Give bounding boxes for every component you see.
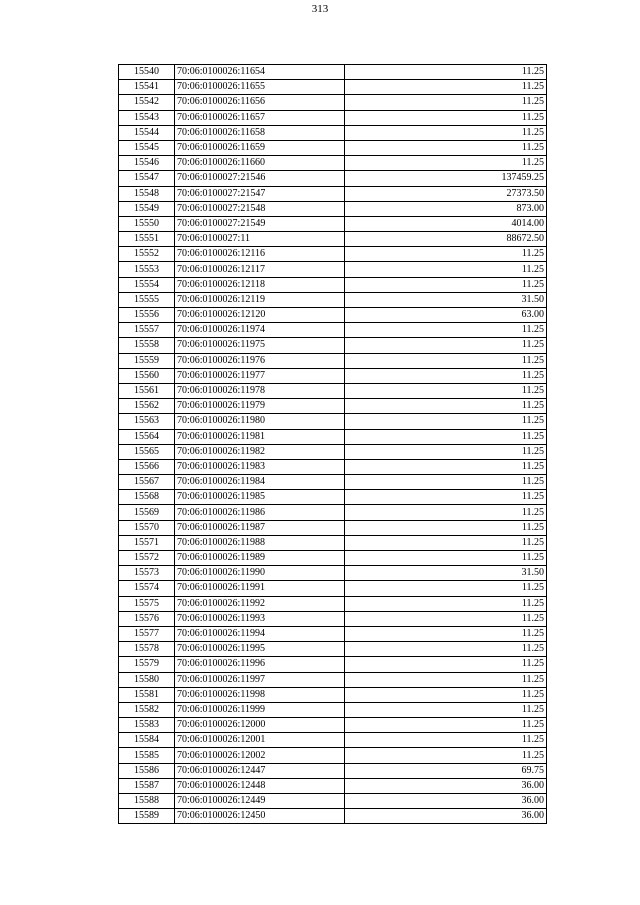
cadastral-number: 70:06:0100026:11655 (175, 80, 345, 95)
table-row (119, 444, 547, 459)
cadastral-number: 70:06:0100026:11657 (175, 110, 345, 125)
cadastral-number: 70:06:0100026:12449 (175, 794, 345, 809)
row-number: 15577 (119, 626, 175, 641)
row-number: 15564 (119, 429, 175, 444)
cadastral-number: 70:06:0100026:12000 (175, 718, 345, 733)
row-value: 11.25 (345, 125, 547, 140)
table-row (119, 368, 547, 383)
cadastral-number: 70:06:0100026:11656 (175, 95, 345, 110)
row-number: 15540 (119, 65, 175, 80)
table-row (119, 475, 547, 490)
row-value: 36.00 (345, 778, 547, 793)
cadastral-number: 70:06:0100026:12450 (175, 809, 345, 824)
row-number: 15548 (119, 186, 175, 201)
row-value: 11.25 (345, 520, 547, 535)
table-row (119, 277, 547, 292)
cadastral-number: 70:06:0100027:21547 (175, 186, 345, 201)
row-value: 11.25 (345, 95, 547, 110)
cadastral-number: 70:06:0100026:12116 (175, 247, 345, 262)
table-row (119, 718, 547, 733)
row-value: 31.50 (345, 566, 547, 581)
row-value: 11.25 (345, 323, 547, 338)
table-row (119, 657, 547, 672)
table-row (119, 794, 547, 809)
table-row (119, 353, 547, 368)
table-row (119, 611, 547, 626)
row-value: 11.25 (345, 672, 547, 687)
cadastral-number: 70:06:0100026:11974 (175, 323, 345, 338)
row-number: 15589 (119, 809, 175, 824)
page-number: 313 (311, 3, 329, 15)
table-row (119, 186, 547, 201)
table-row (119, 429, 547, 444)
row-value: 11.25 (345, 642, 547, 657)
table-row (119, 292, 547, 307)
row-number: 15562 (119, 399, 175, 414)
row-value: 27373.50 (345, 186, 547, 201)
row-number: 15568 (119, 490, 175, 505)
cadastral-number: 70:06:0100026:11990 (175, 566, 345, 581)
cadastral-number: 70:06:0100026:12118 (175, 277, 345, 292)
row-number: 15543 (119, 110, 175, 125)
row-number: 15555 (119, 292, 175, 307)
row-number: 15565 (119, 444, 175, 459)
table-row (119, 763, 547, 778)
table-row (119, 672, 547, 687)
row-value: 11.25 (345, 368, 547, 383)
cadastral-number: 70:06:0100026:11979 (175, 399, 345, 414)
cadastral-number: 70:06:0100027:21548 (175, 201, 345, 216)
table-row (119, 232, 547, 247)
registry-table (118, 64, 547, 824)
row-number: 15553 (119, 262, 175, 277)
row-value: 11.25 (345, 596, 547, 611)
table-row (119, 201, 547, 216)
cadastral-number: 70:06:0100026:11975 (175, 338, 345, 353)
cadastral-number: 70:06:0100026:11981 (175, 429, 345, 444)
cadastral-number: 70:06:0100026:11987 (175, 520, 345, 535)
cadastral-number: 70:06:0100026:12447 (175, 763, 345, 778)
cadastral-number: 70:06:0100026:11654 (175, 65, 345, 80)
row-number: 15552 (119, 247, 175, 262)
table-row (119, 626, 547, 641)
table-row (119, 490, 547, 505)
cadastral-number: 70:06:0100026:11980 (175, 414, 345, 429)
row-value: 11.25 (345, 733, 547, 748)
cadastral-number: 70:06:0100026:11982 (175, 444, 345, 459)
row-value: 11.25 (345, 110, 547, 125)
row-value: 11.25 (345, 702, 547, 717)
row-number: 15557 (119, 323, 175, 338)
cadastral-number: 70:06:0100026:11978 (175, 383, 345, 398)
row-value: 11.25 (345, 657, 547, 672)
cadastral-number: 70:06:0100026:12119 (175, 292, 345, 307)
row-number: 15560 (119, 368, 175, 383)
cadastral-number: 70:06:0100026:11660 (175, 156, 345, 171)
cadastral-number: 70:06:0100026:12001 (175, 733, 345, 748)
row-value: 11.25 (345, 748, 547, 763)
row-number: 15586 (119, 763, 175, 778)
cadastral-number: 70:06:0100026:11985 (175, 490, 345, 505)
row-value: 11.25 (345, 353, 547, 368)
row-number: 15570 (119, 520, 175, 535)
row-value: 11.25 (345, 535, 547, 550)
row-number: 15542 (119, 95, 175, 110)
cadastral-number: 70:06:0100027:11 (175, 232, 345, 247)
cadastral-number: 70:06:0100026:12117 (175, 262, 345, 277)
table-row (119, 809, 547, 824)
table-row (119, 156, 547, 171)
table-row (119, 262, 547, 277)
row-number: 15575 (119, 596, 175, 611)
table-row (119, 551, 547, 566)
cadastral-number: 70:06:0100026:11977 (175, 368, 345, 383)
cadastral-number: 70:06:0100026:11983 (175, 459, 345, 474)
row-number: 15566 (119, 459, 175, 474)
row-number: 15578 (119, 642, 175, 657)
row-number: 15581 (119, 687, 175, 702)
table-row (119, 95, 547, 110)
row-number: 15587 (119, 778, 175, 793)
table-row (119, 748, 547, 763)
row-value: 4014.00 (345, 216, 547, 231)
row-value: 11.25 (345, 687, 547, 702)
row-value: 11.25 (345, 262, 547, 277)
row-value: 11.25 (345, 444, 547, 459)
row-number: 15582 (119, 702, 175, 717)
table-row (119, 687, 547, 702)
row-value: 63.00 (345, 308, 547, 323)
row-number: 15574 (119, 581, 175, 596)
row-value: 11.25 (345, 383, 547, 398)
cadastral-number: 70:06:0100027:21549 (175, 216, 345, 231)
table-row (119, 414, 547, 429)
row-number: 15549 (119, 201, 175, 216)
cadastral-number: 70:06:0100026:11993 (175, 611, 345, 626)
row-number: 15554 (119, 277, 175, 292)
row-number: 15585 (119, 748, 175, 763)
row-number: 15546 (119, 156, 175, 171)
row-number: 15545 (119, 140, 175, 155)
table-row (119, 581, 547, 596)
row-value: 11.25 (345, 551, 547, 566)
registry-table-body (119, 65, 547, 824)
table-row (119, 140, 547, 155)
table-row (119, 383, 547, 398)
cadastral-number: 70:06:0100026:11992 (175, 596, 345, 611)
row-number: 15576 (119, 611, 175, 626)
table-row (119, 642, 547, 657)
row-value: 11.25 (345, 459, 547, 474)
row-value: 11.25 (345, 80, 547, 95)
row-value: 11.25 (345, 505, 547, 520)
table-row (119, 702, 547, 717)
table-row (119, 733, 547, 748)
row-value: 11.25 (345, 399, 547, 414)
cadastral-number: 70:06:0100026:11997 (175, 672, 345, 687)
row-value: 36.00 (345, 809, 547, 824)
row-value: 11.25 (345, 65, 547, 80)
row-value: 11.25 (345, 414, 547, 429)
row-value: 11.25 (345, 140, 547, 155)
row-number: 15573 (119, 566, 175, 581)
cadastral-number: 70:06:0100026:12002 (175, 748, 345, 763)
row-value: 11.25 (345, 611, 547, 626)
cadastral-number: 70:06:0100026:11998 (175, 687, 345, 702)
row-value: 69.75 (345, 763, 547, 778)
cadastral-number: 70:06:0100026:11996 (175, 657, 345, 672)
table-row (119, 80, 547, 95)
table-row (119, 110, 547, 125)
table-row (119, 459, 547, 474)
table-row (119, 596, 547, 611)
row-value: 873.00 (345, 201, 547, 216)
table-row (119, 778, 547, 793)
row-number: 15583 (119, 718, 175, 733)
table-row (119, 535, 547, 550)
cadastral-number: 70:06:0100026:11994 (175, 626, 345, 641)
cadastral-number: 70:06:0100026:11995 (175, 642, 345, 657)
row-value: 11.25 (345, 338, 547, 353)
table-row (119, 171, 547, 186)
row-number: 15556 (119, 308, 175, 323)
row-value: 137459.25 (345, 171, 547, 186)
row-number: 15572 (119, 551, 175, 566)
cadastral-number: 70:06:0100026:11659 (175, 140, 345, 155)
table-row (119, 520, 547, 535)
row-number: 15569 (119, 505, 175, 520)
table-row (119, 125, 547, 140)
row-number: 15544 (119, 125, 175, 140)
table-row (119, 247, 547, 262)
row-value: 11.25 (345, 156, 547, 171)
row-value: 11.25 (345, 718, 547, 733)
row-number: 15579 (119, 657, 175, 672)
cadastral-number: 70:06:0100026:11989 (175, 551, 345, 566)
row-value: 11.25 (345, 581, 547, 596)
row-number: 15561 (119, 383, 175, 398)
cadastral-number: 70:06:0100026:11658 (175, 125, 345, 140)
row-number: 15547 (119, 171, 175, 186)
cadastral-number: 70:06:0100026:11991 (175, 581, 345, 596)
row-value: 36.00 (345, 794, 547, 809)
row-number: 15571 (119, 535, 175, 550)
cadastral-number: 70:06:0100026:11999 (175, 702, 345, 717)
cadastral-number: 70:06:0100026:12120 (175, 308, 345, 323)
row-number: 15550 (119, 216, 175, 231)
row-value: 11.25 (345, 247, 547, 262)
row-number: 15588 (119, 794, 175, 809)
table-row (119, 323, 547, 338)
row-value: 11.25 (345, 626, 547, 641)
row-number: 15580 (119, 672, 175, 687)
table-row (119, 216, 547, 231)
table-row (119, 566, 547, 581)
cadastral-number: 70:06:0100026:11984 (175, 475, 345, 490)
row-value: 11.25 (345, 475, 547, 490)
table-row (119, 399, 547, 414)
row-value: 11.25 (345, 277, 547, 292)
cadastral-number: 70:06:0100026:12448 (175, 778, 345, 793)
row-value: 11.25 (345, 429, 547, 444)
row-value: 88672.50 (345, 232, 547, 247)
row-number: 15541 (119, 80, 175, 95)
row-number: 15551 (119, 232, 175, 247)
row-number: 15559 (119, 353, 175, 368)
cadastral-number: 70:06:0100026:11988 (175, 535, 345, 550)
cadastral-number: 70:06:0100027:21546 (175, 171, 345, 186)
row-number: 15558 (119, 338, 175, 353)
row-value: 31.50 (345, 292, 547, 307)
row-number: 15563 (119, 414, 175, 429)
table-row (119, 308, 547, 323)
table-row (119, 65, 547, 80)
table-row (119, 505, 547, 520)
cadastral-number: 70:06:0100026:11986 (175, 505, 345, 520)
row-number: 15567 (119, 475, 175, 490)
row-number: 15584 (119, 733, 175, 748)
cadastral-number: 70:06:0100026:11976 (175, 353, 345, 368)
row-value: 11.25 (345, 490, 547, 505)
table-row (119, 338, 547, 353)
